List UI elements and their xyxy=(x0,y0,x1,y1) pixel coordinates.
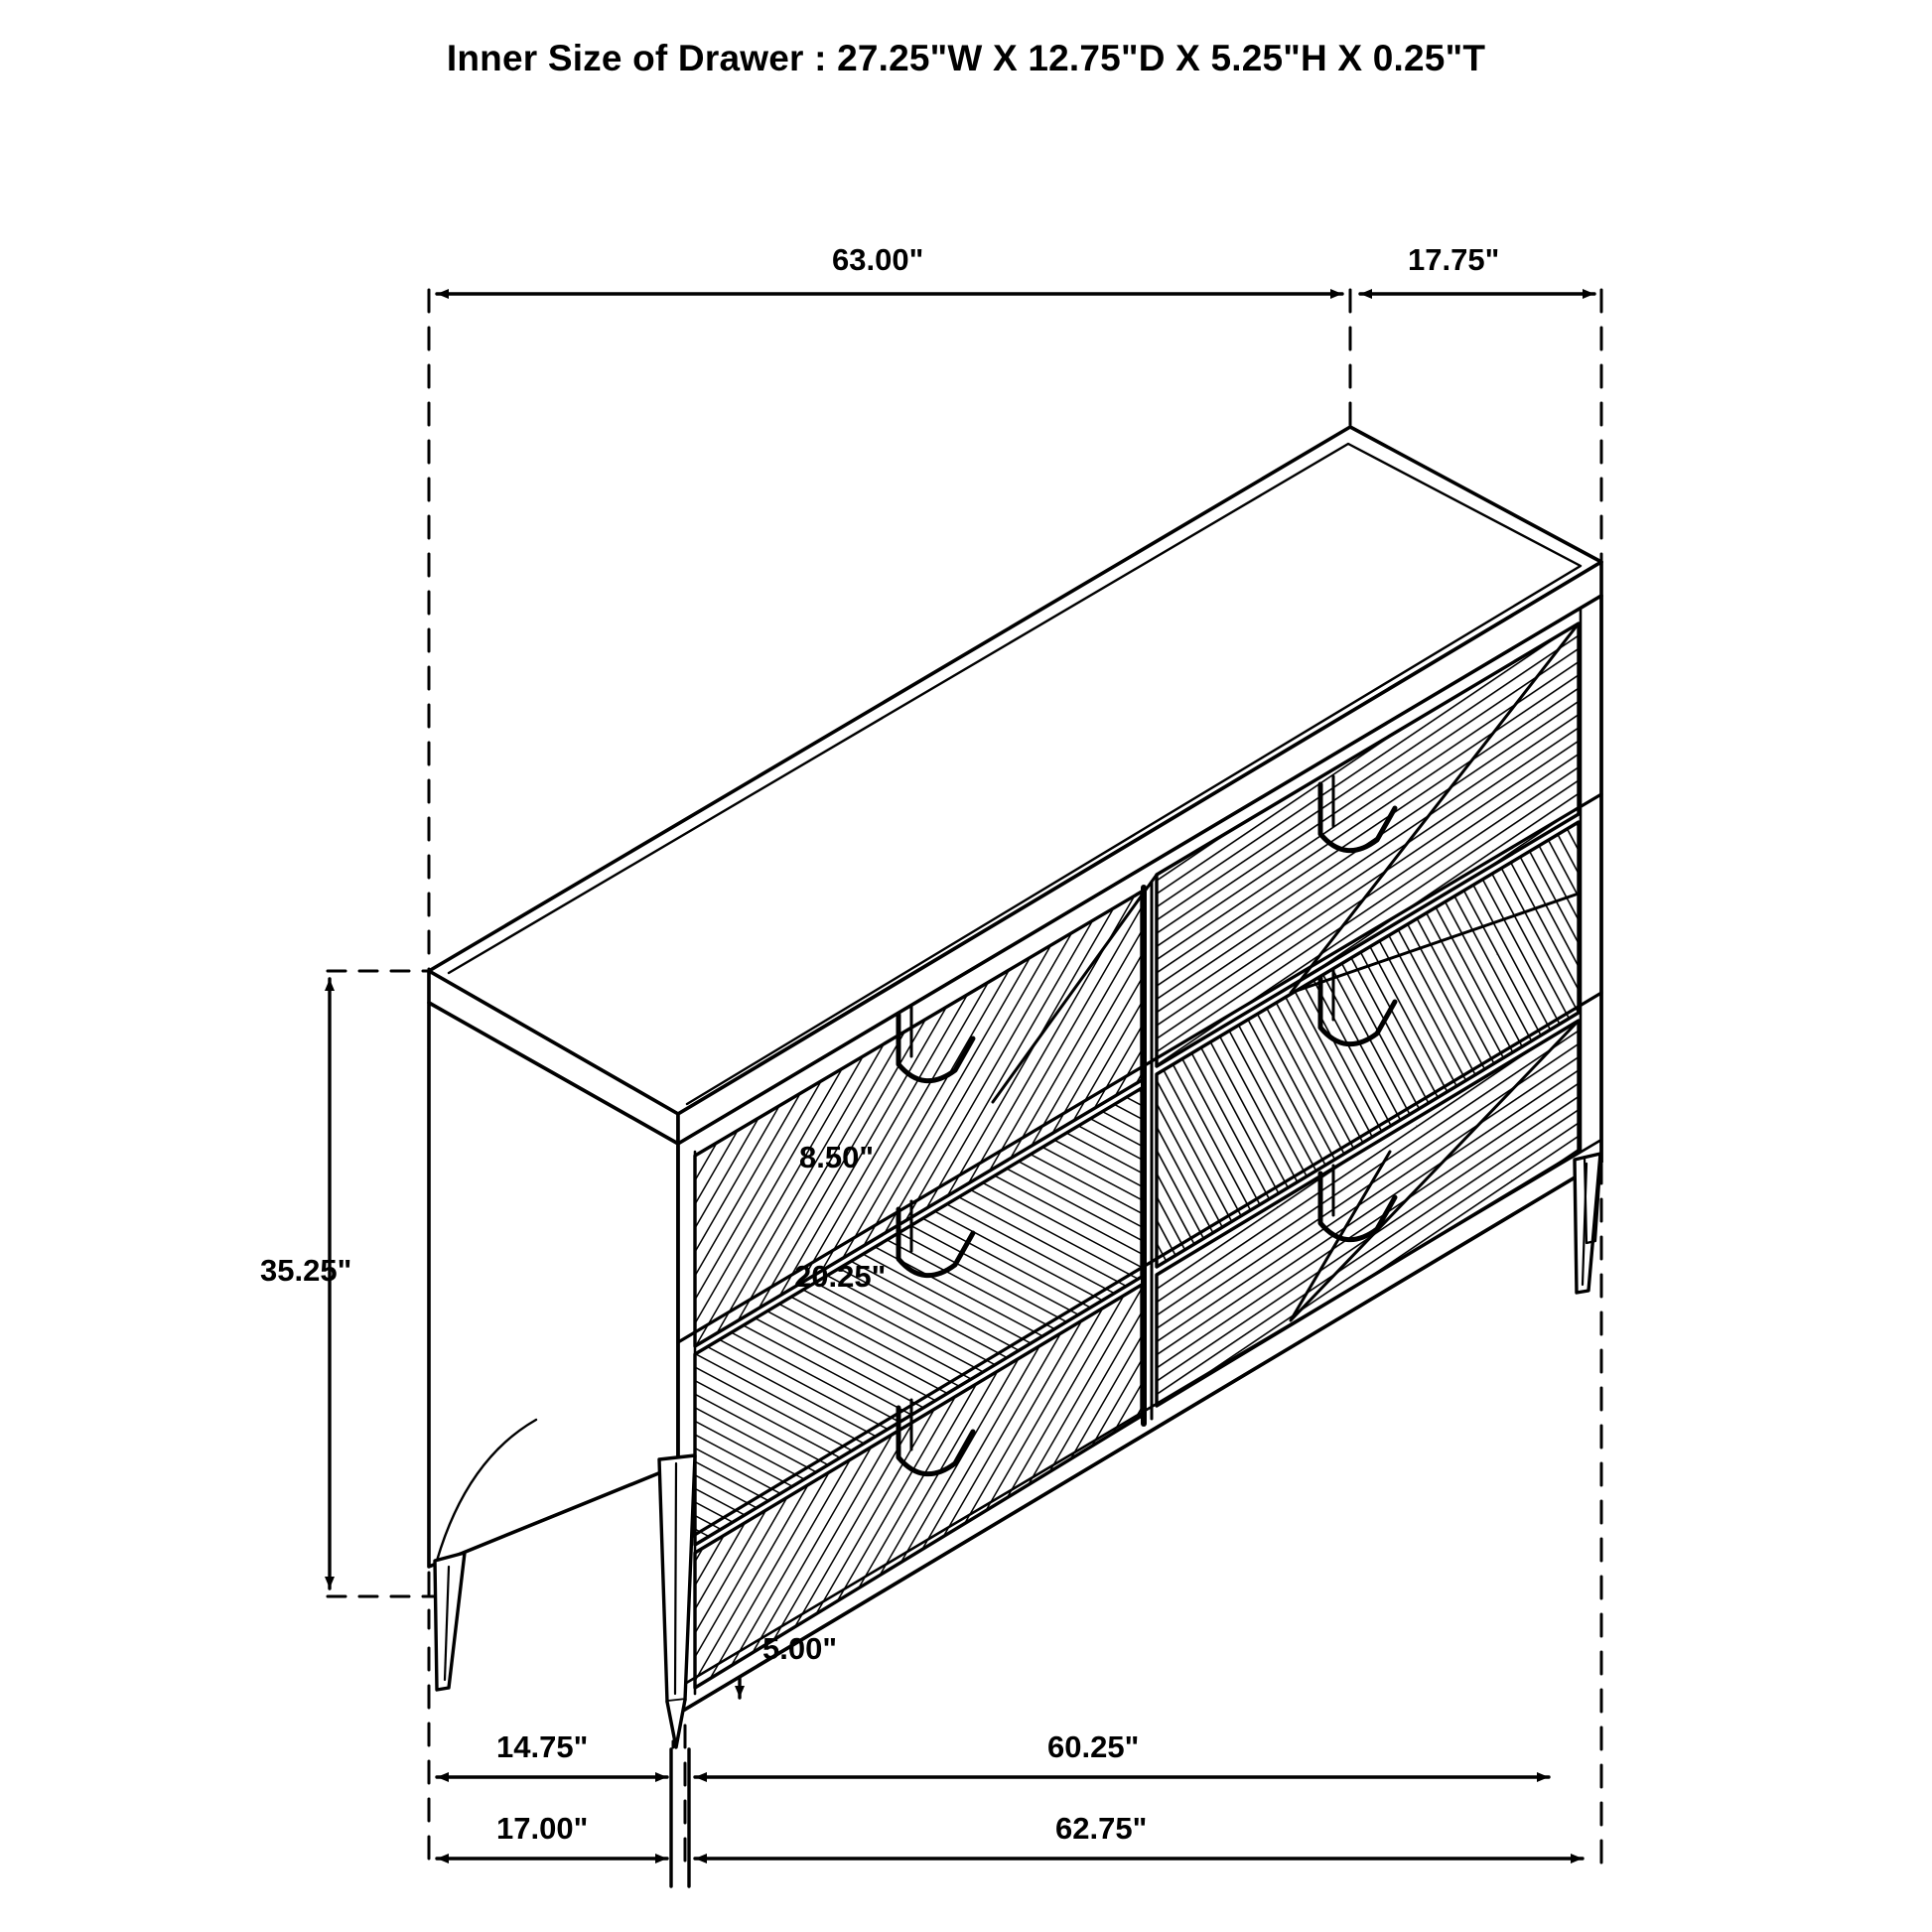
dimension-foot-spread-depth: 17.00" xyxy=(496,1811,589,1846)
dimension-leg-height: 5.00" xyxy=(762,1631,838,1666)
page-title: Inner Size of Drawer : 27.25"W X 12.75"D X 5.25"H X 0.25"T xyxy=(446,38,1486,78)
dimension-overall-height: 35.25" xyxy=(260,1253,352,1288)
dimension-base-side-depth: 14.75" xyxy=(496,1729,589,1764)
dimension-top-depth: 17.75" xyxy=(1408,242,1500,277)
dimension-drawer-front-height: 8.50" xyxy=(799,1140,875,1174)
dimension-base-front-width: 60.25" xyxy=(1047,1729,1140,1764)
dimension-top-width: 63.00" xyxy=(832,242,924,277)
dimension-drawer-front-width: 20.25" xyxy=(794,1259,887,1294)
dimension-foot-spread-width: 62.75" xyxy=(1055,1811,1148,1846)
